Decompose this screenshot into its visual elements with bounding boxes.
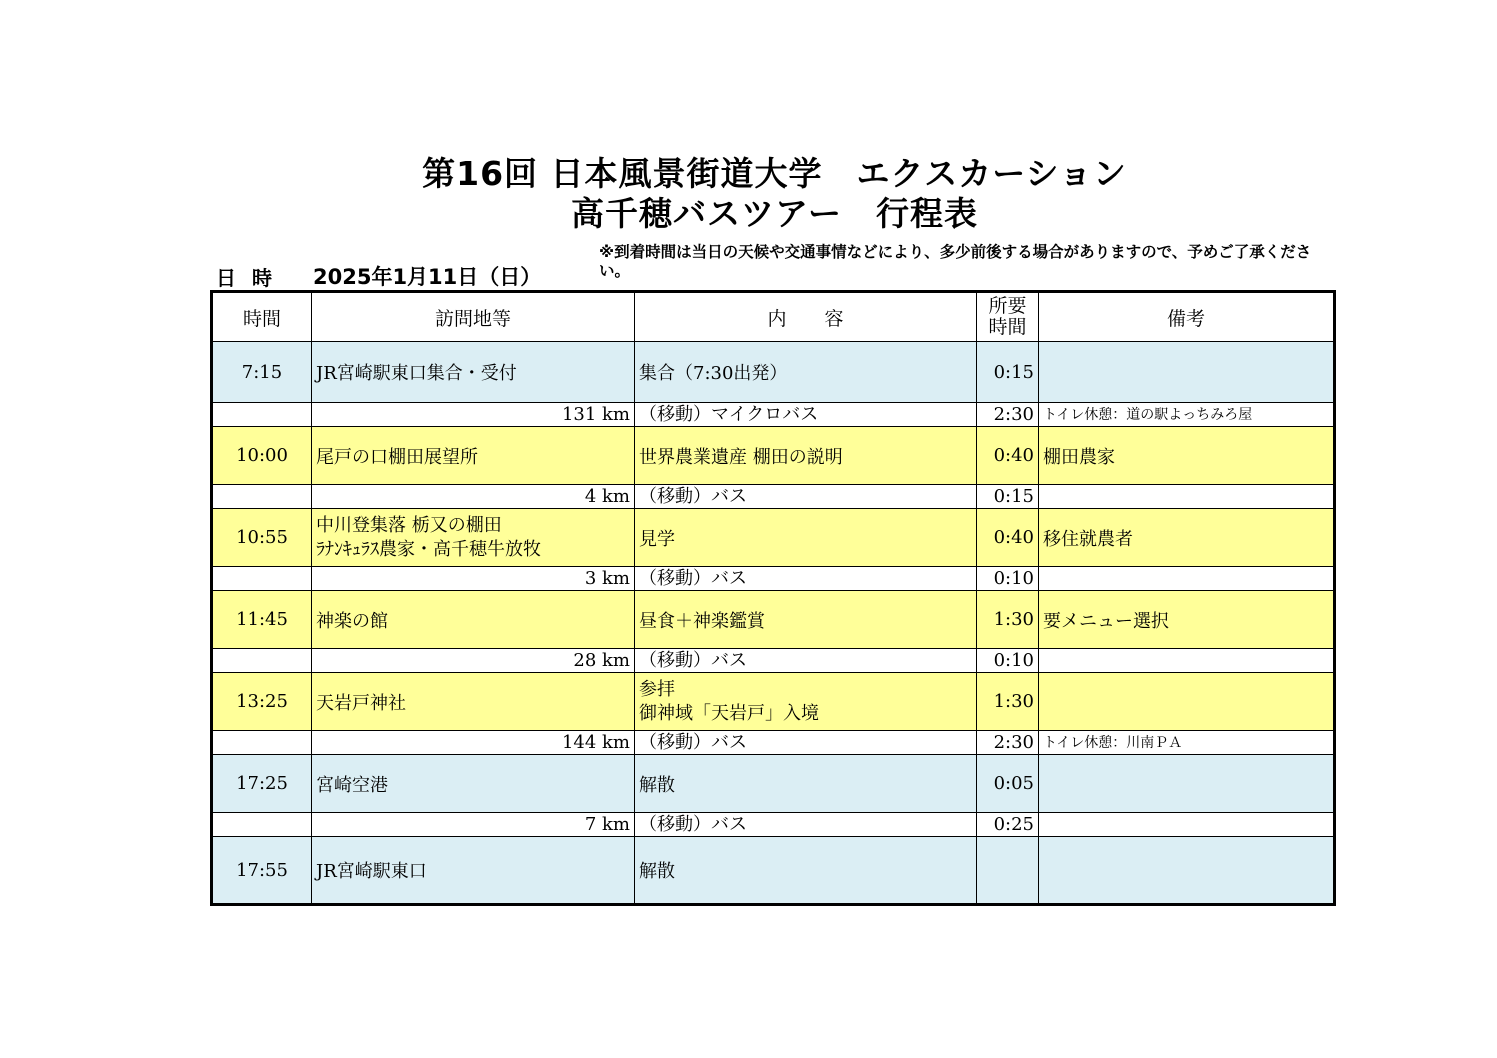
stop-note: [1039, 342, 1335, 403]
stop-time: 17:55: [212, 837, 312, 905]
header-note: 備考: [1039, 292, 1335, 342]
move-duration: 0:25: [977, 813, 1039, 837]
move-content: （移動）バス: [635, 731, 977, 755]
table-row: [212, 509, 1335, 567]
move-content: （移動）バス: [635, 485, 977, 509]
stop-place-line2: ﾗﾅﾝｷｭﾗｽ農家・高千穂牛放牧: [316, 538, 541, 560]
stop-place-line1: 中川登集落 栃又の棚田: [316, 514, 502, 536]
stop-place: 神楽の館: [312, 591, 635, 649]
move-duration: 2:30: [977, 403, 1039, 427]
move-time: [212, 731, 312, 755]
stop-content: [635, 673, 977, 731]
table-row: [212, 731, 1335, 755]
arrival-notice: ※到着時間は当日の天候や交通事情などにより、多少前後する場合がありますので、予めご了承ください。: [599, 243, 1312, 280]
move-note: トイレ休憩：道の駅よっちみろ屋: [1039, 403, 1335, 427]
stop-place: 天岩戸神社: [312, 673, 635, 731]
stop-note: [1039, 673, 1335, 731]
stop-note: 移住就農者: [1039, 509, 1335, 567]
move-note: [1039, 813, 1335, 837]
move-duration: 0:15: [977, 485, 1039, 509]
table-row: [212, 837, 1335, 905]
stop-duration: 0:15: [977, 342, 1039, 403]
stop-time: 17:25: [212, 755, 312, 813]
move-duration: 0:10: [977, 567, 1039, 591]
move-time: [212, 649, 312, 673]
stop-content: 世界農業遺産 棚田の説明: [635, 427, 977, 485]
move-note: [1039, 567, 1335, 591]
table-row: [212, 403, 1335, 427]
move-note: [1039, 649, 1335, 673]
move-distance: 7 km: [312, 813, 635, 837]
move-content: （移動）バス: [635, 567, 977, 591]
date-label: 日時: [216, 266, 288, 290]
stop-place: 宮崎空港: [312, 755, 635, 813]
stop-time: 10:55: [212, 509, 312, 567]
move-distance: 28 km: [312, 649, 635, 673]
stop-content: 解散: [635, 755, 977, 813]
stop-time: 7:15: [212, 342, 312, 403]
table-row: [212, 813, 1335, 837]
move-time: [212, 403, 312, 427]
stop-content: 昼食＋神楽鑑賞: [635, 591, 977, 649]
move-time: [212, 813, 312, 837]
header-place: 訪問地等: [312, 292, 635, 342]
header-duration-line2: 時間: [988, 316, 1027, 338]
move-distance: 144 km: [312, 731, 635, 755]
stop-note: 要メニュー選択: [1039, 591, 1335, 649]
move-time: [212, 485, 312, 509]
stop-note: [1039, 837, 1335, 905]
table-row: [212, 567, 1335, 591]
stop-duration: 0:40: [977, 427, 1039, 485]
table-row: [212, 673, 1335, 731]
stop-note: 棚田農家: [1039, 427, 1335, 485]
move-time: [212, 567, 312, 591]
stop-duration: 0:40: [977, 509, 1039, 567]
stop-duration: 0:05: [977, 755, 1039, 813]
move-distance: 131 km: [312, 403, 635, 427]
header-content: 内 容: [635, 292, 977, 342]
date-value: 2025年1月11日（日）: [313, 265, 542, 289]
title-line-2: 高千穂バスツアー 行程表: [570, 194, 978, 233]
stop-note: [1039, 755, 1335, 813]
table-row: [212, 755, 1335, 813]
table-row: [212, 427, 1335, 485]
move-note: [1039, 485, 1335, 509]
stop-content: 解散: [635, 837, 977, 905]
header-duration-line1: 所要: [988, 295, 1027, 317]
stop-place: JR宮崎駅東口: [312, 837, 635, 905]
stop-content-line1: 参拝: [639, 678, 675, 700]
move-note: トイレ休憩：川南ＰＡ: [1039, 731, 1335, 755]
stop-duration: 1:30: [977, 591, 1039, 649]
table-row: [212, 591, 1335, 649]
stop-time: 10:00: [212, 427, 312, 485]
move-content: （移動）バス: [635, 813, 977, 837]
stop-place: JR宮崎駅東口集合・受付: [312, 342, 635, 403]
move-duration: 2:30: [977, 731, 1039, 755]
table-row: [212, 485, 1335, 509]
stop-time: 11:45: [212, 591, 312, 649]
move-duration: 0:10: [977, 649, 1039, 673]
table-row: [212, 649, 1335, 673]
table-row: [212, 342, 1335, 403]
stop-time: 13:25: [212, 673, 312, 731]
stop-place: [312, 509, 635, 567]
stop-content: 見学: [635, 509, 977, 567]
stop-duration: 1:30: [977, 673, 1039, 731]
move-distance: 4 km: [312, 485, 635, 509]
stop-content: 集合（7:30出発）: [635, 342, 977, 403]
stop-content-line2: 御神域「天岩戸」入境: [639, 702, 819, 724]
table-header-row: [212, 292, 1335, 342]
itinerary-table: [210, 290, 1336, 906]
move-distance: 3 km: [312, 567, 635, 591]
header-duration: [977, 292, 1039, 342]
title-line-1: 第16回 日本風景街道大学 エクスカーション: [422, 154, 1127, 193]
header-time: 時間: [212, 292, 312, 342]
move-content: （移動）バス: [635, 649, 977, 673]
stop-place: 尾戸の口棚田展望所: [312, 427, 635, 485]
stop-duration: [977, 837, 1039, 905]
move-content: （移動）マイクロバス: [635, 403, 977, 427]
